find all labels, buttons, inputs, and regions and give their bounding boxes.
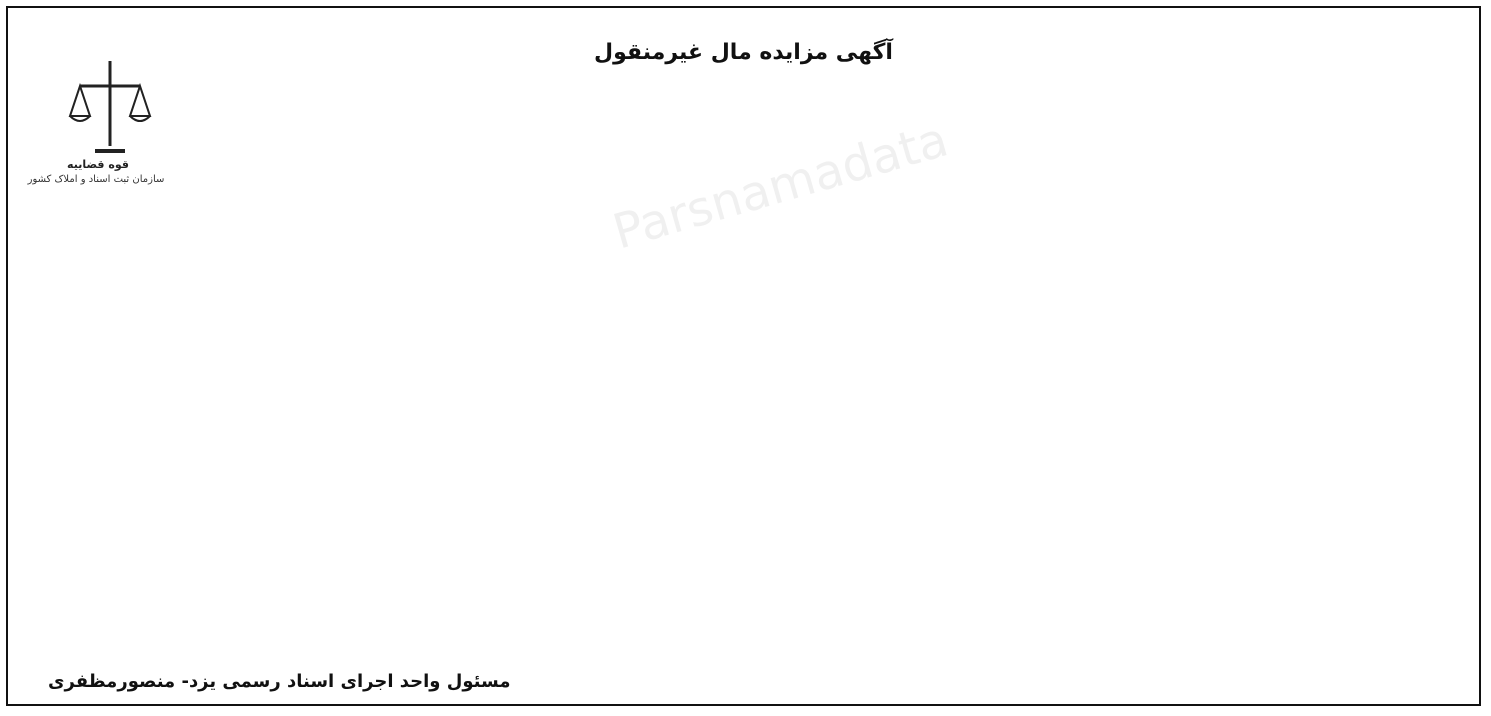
watermark: Parsnamadata [606,111,955,261]
signature-line: مسئول واحد اجرای اسناد رسمی یزد- منصورمظفری [48,671,511,692]
notice-frame [6,6,1481,706]
notice-title: آگهی مزایده مال غیرمنقول [594,40,893,65]
emblem-label: قوه قضاییه [67,158,129,171]
notice-body [42,70,1349,664]
emblem-subtitle: سازمان ثبت اسناد و املاک کشور [27,174,165,185]
